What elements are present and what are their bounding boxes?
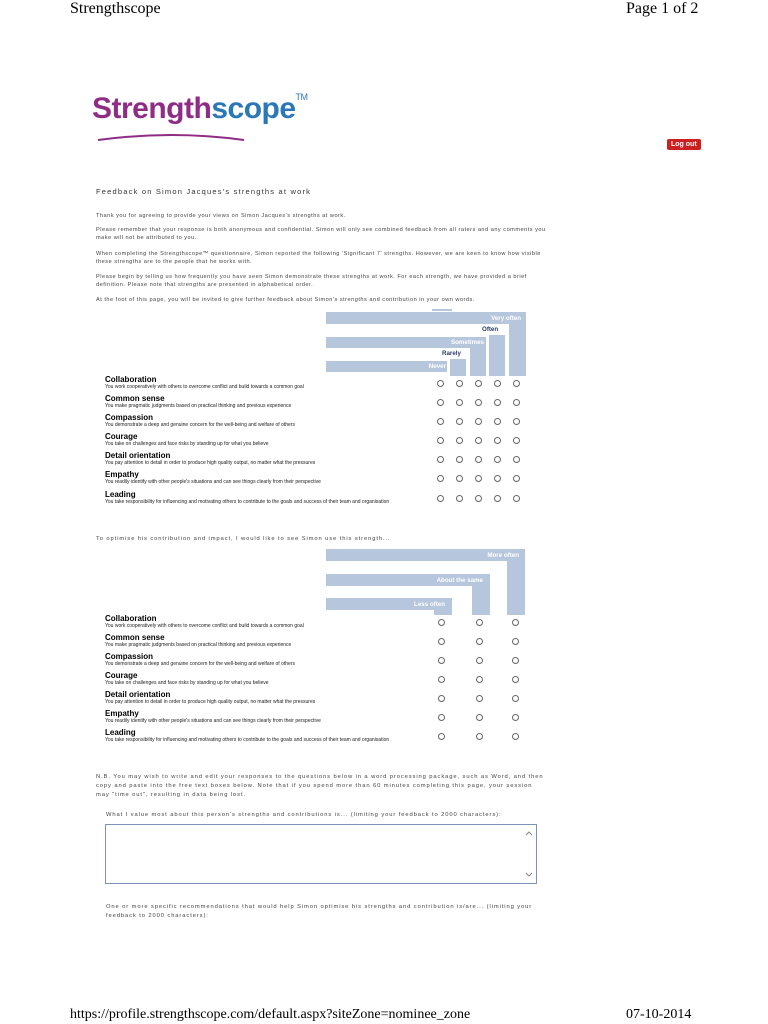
frequency-radio-very-often[interactable]: [513, 475, 520, 482]
frequency-radio-sometimes[interactable]: [475, 495, 482, 502]
print-header-page: Page 1 of 2: [626, 0, 699, 17]
strength-name: Compassion: [105, 413, 154, 422]
strength-name: Collaboration: [105, 614, 157, 623]
strength-name: Compassion: [105, 652, 154, 661]
frequency-radio-rarely[interactable]: [456, 437, 463, 444]
frequency-radio-rarely[interactable]: [456, 456, 463, 463]
strength-description: You pay attention to detail in order to produce high quality output, no matter what the pressures: [105, 699, 316, 705]
frequency-radio-never[interactable]: [437, 456, 444, 463]
frequency-radio-never[interactable]: [437, 380, 444, 387]
change-radio-less-often[interactable]: [438, 695, 445, 702]
strength-name: Empathy: [105, 470, 139, 479]
strength-name: Detail orientation: [105, 451, 171, 460]
frequency-radio-very-often[interactable]: [513, 418, 520, 425]
strength-description: You work cooperatively with others to overcome conflict and build towards a common goal: [105, 384, 304, 390]
strength-name: Common sense: [105, 633, 165, 642]
frequency-radio-never[interactable]: [437, 495, 444, 502]
frequency-radio-sometimes[interactable]: [475, 475, 482, 482]
intro-paragraph: When completing the Strengthscope™ questionnaire, Simon reported the following 'Significant 7' strengths. However, we are keen to know how visible these strengths are to the people that he works with.: [96, 251, 541, 265]
change-radio-less-often[interactable]: [438, 657, 445, 664]
frequency-radio-often[interactable]: [494, 456, 501, 463]
frequency-radio-often[interactable]: [494, 495, 501, 502]
strength-name: Courage: [105, 671, 138, 680]
frequency-radio-sometimes[interactable]: [475, 399, 482, 406]
change-radio-about-the-same[interactable]: [476, 695, 483, 702]
scale-sometimes: Sometimes: [450, 339, 484, 346]
scale-rarely: Rarely: [442, 350, 461, 357]
intro-paragraph: Please begin by telling us how frequently you have seen Simon demonstrate these strengths at work. For each strength, we have provided a brief definition. Please note that strengths are presented in alphabetical order.: [96, 274, 527, 288]
frequency-radio-very-often[interactable]: [513, 495, 520, 502]
nb-note: N.B. You may wish to write and edit your responses to the questions below in a word processing package, such as Word, and then copy and paste into the free text boxes below. Note that if you spend more than 60 minutes completing this page, your session may "time out", resulting in data being lost.: [96, 774, 544, 798]
change-radio-less-often[interactable]: [438, 676, 445, 683]
frequency-radio-often[interactable]: [494, 399, 501, 406]
frequency-radio-never[interactable]: [437, 418, 444, 425]
scale-never: Never: [428, 363, 446, 370]
scale-less-often: Less often: [414, 601, 445, 608]
change-radio-about-the-same[interactable]: [476, 657, 483, 664]
q1-textarea[interactable]: [105, 824, 537, 884]
strength-name: Leading: [105, 728, 136, 737]
frequency-radio-rarely[interactable]: [456, 495, 463, 502]
frequency-radio-never[interactable]: [437, 399, 444, 406]
change-radio-less-often[interactable]: [438, 638, 445, 645]
strength-description: You work cooperatively with others to overcome conflict and build towards a common goal: [105, 623, 304, 629]
frequency-radio-often[interactable]: [494, 380, 501, 387]
frequency-radio-sometimes[interactable]: [475, 418, 482, 425]
logo-swoosh-icon: [96, 132, 246, 146]
change-radio-more-often[interactable]: [512, 638, 519, 645]
frequency-radio-very-often[interactable]: [513, 399, 520, 406]
frequency-radio-rarely[interactable]: [456, 380, 463, 387]
textarea-scrollbar[interactable]: [524, 827, 534, 881]
frequency-radio-very-often[interactable]: [513, 380, 520, 387]
strength-name: Courage: [105, 432, 138, 441]
change-radio-more-often[interactable]: [512, 619, 519, 626]
frequency-radio-very-often[interactable]: [513, 437, 520, 444]
strength-description: You make pragmatic judgments based on practical thinking and previous experience: [105, 642, 292, 648]
change-radio-more-often[interactable]: [512, 714, 519, 721]
strength-description: You take on challenges and face risks by standing up for what you believe: [105, 680, 269, 686]
q2-label: One or more specific recommendations that would help Simon optimise his strengths and contribution is/are... (limiting your feedback to 2000 characters):: [106, 904, 533, 919]
print-header-title: Strengthscope: [70, 0, 161, 17]
strength-description: You readily identify with other people's situations and can see things clearly from their perspective: [105, 718, 321, 724]
scale-more-often: More often: [487, 552, 519, 559]
strength-name: Detail orientation: [105, 690, 171, 699]
change-radio-about-the-same[interactable]: [476, 676, 483, 683]
strengthscope-logo: Strengthscope™: [92, 92, 308, 125]
strength-name: Collaboration: [105, 375, 157, 384]
change-radio-more-often[interactable]: [512, 676, 519, 683]
frequency-radio-often[interactable]: [494, 418, 501, 425]
frequency-radio-rarely[interactable]: [456, 399, 463, 406]
strength-description: You take responsibility for influencing and motivating others to contribute to the goals and success of their team and organisation: [105, 737, 390, 743]
change-radio-about-the-same[interactable]: [476, 733, 483, 740]
strength-name: Common sense: [105, 394, 165, 403]
strength-description: You make pragmatic judgments based on practical thinking and previous experience: [105, 403, 292, 409]
frequency-radio-sometimes[interactable]: [475, 456, 482, 463]
strength-description: You pay attention to detail in order to produce high quality output, no matter what the pressures: [105, 460, 316, 466]
change-radio-about-the-same[interactable]: [476, 619, 483, 626]
change-radio-less-often[interactable]: [438, 714, 445, 721]
print-footer-url: https://profile.strengthscope.com/default.aspx?siteZone=nominee_zone: [70, 1007, 471, 1022]
scale-about-the-same: About the same: [436, 577, 483, 584]
strength-name: Empathy: [105, 709, 139, 718]
frequency-radio-rarely[interactable]: [456, 475, 463, 482]
frequency-radio-rarely[interactable]: [456, 418, 463, 425]
strength-description: You readily identify with other people's situations and can see things clearly from their perspective: [105, 479, 321, 485]
change-radio-about-the-same[interactable]: [476, 714, 483, 721]
q1-label: What I value most about this person's strengths and contributions is... (limiting your feedback to 2000 characters):: [106, 812, 502, 818]
scale-very-often: Very often: [491, 315, 521, 322]
frequency-radio-sometimes[interactable]: [475, 380, 482, 387]
intro-paragraph: At the foot of this page, you will be invited to give further feedback about Simon's strengths and contribution in your own words.: [96, 297, 475, 303]
change-radio-less-often[interactable]: [438, 733, 445, 740]
strength-description: You demonstrate a deep and genuine concern for the well-being and welfare of others: [105, 661, 295, 667]
strength-description: You demonstrate a deep and genuine concern for the well-being and welfare of others: [105, 422, 295, 428]
frequency-radio-never[interactable]: [437, 475, 444, 482]
change-radio-more-often[interactable]: [512, 733, 519, 740]
scale-often: Often: [482, 326, 499, 333]
intro-paragraph: Please remember that your response is both anonymous and confidential. Simon will only see combined feedback from all raters and any comments you make will not be attributed to you.: [96, 227, 546, 241]
change-radio-more-often[interactable]: [512, 657, 519, 664]
frequency-radio-often[interactable]: [494, 475, 501, 482]
logout-button[interactable]: Log out: [667, 139, 701, 150]
frequency-radio-often[interactable]: [494, 437, 501, 444]
change-radio-more-often[interactable]: [512, 695, 519, 702]
change-radio-about-the-same[interactable]: [476, 638, 483, 645]
section2-intro: To optimise his contribution and impact, I would like to see Simon use this strength...: [96, 536, 391, 542]
strength-name: Leading: [105, 490, 136, 499]
change-radio-less-often[interactable]: [438, 619, 445, 626]
frequency-radio-very-often[interactable]: [513, 456, 520, 463]
frequency-radio-never[interactable]: [437, 437, 444, 444]
frequency-radio-sometimes[interactable]: [475, 437, 482, 444]
page-title: Feedback on Simon Jacques's strengths at work: [96, 187, 312, 196]
intro-paragraph: Thank you for agreeing to provide your views on Simon Jacques's strengths at work.: [96, 213, 346, 219]
print-footer-date: 07-10-2014: [626, 1007, 692, 1022]
strength-description: You take responsibility for influencing and motivating others to contribute to the goals and success of their team and organisation: [105, 499, 390, 505]
strength-description: You take on challenges and face risks by standing up for what you believe: [105, 441, 269, 447]
